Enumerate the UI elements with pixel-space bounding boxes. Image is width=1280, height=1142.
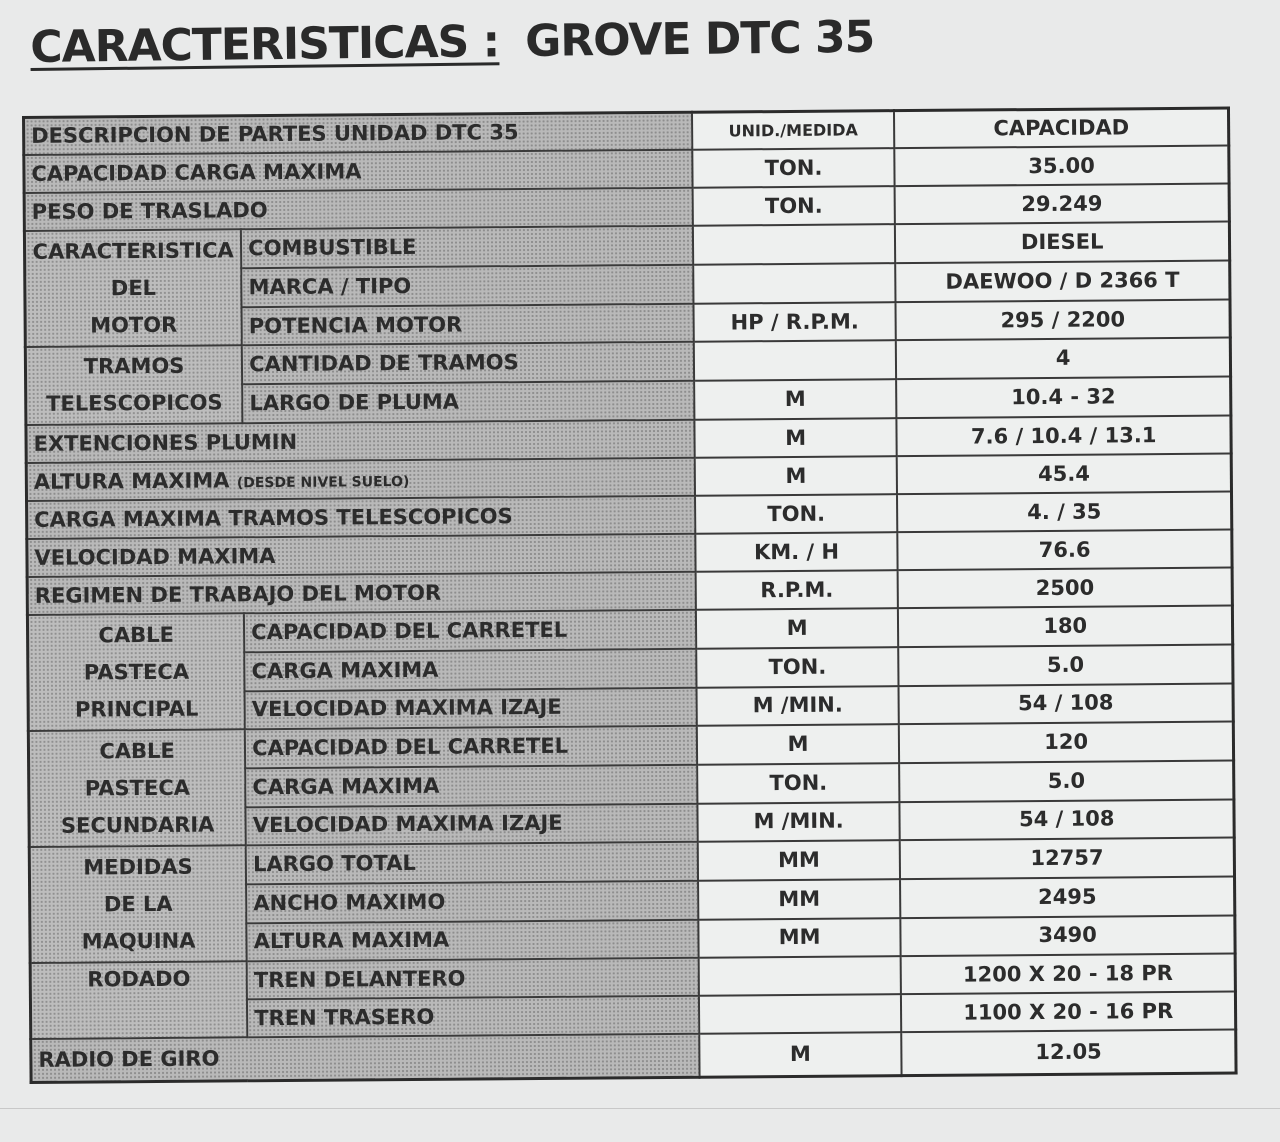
row-label: CANTIDAD DE TRAMOS [242, 342, 694, 385]
row-unit: TON. [692, 149, 895, 189]
row-unit: TON. [697, 763, 900, 803]
document-title [30, 12, 875, 73]
row-unit [698, 956, 901, 996]
row-unit: TON. [692, 187, 895, 227]
row-value: 2500 [898, 568, 1232, 609]
specifications-table [22, 107, 1238, 1084]
row-unit: R.P.M. [695, 570, 898, 610]
group-line: TELESCOPICOS [46, 390, 223, 417]
group-line: CARACTERISTICA [32, 238, 234, 264]
row-value: 7.6 / 10.4 / 13.1 [897, 416, 1231, 457]
row-value: 1200 X 20 - 18 PR [901, 954, 1235, 995]
row-unit [694, 341, 897, 382]
row-unit [699, 994, 902, 1034]
group-line: SECUNDARIA [60, 812, 215, 838]
group-line: PASTECA [83, 659, 190, 685]
row-label: EXTENCIONES PLUMIN [26, 420, 695, 463]
row-value: 120 [899, 722, 1233, 763]
row-unit: M [694, 380, 897, 421]
group-line: DE LA [103, 891, 173, 917]
row-label: POTENCIA MOTOR [242, 303, 694, 345]
row-value: 2495 [900, 876, 1234, 917]
row-unit [693, 225, 896, 265]
row-label: LARGO TOTAL [246, 842, 698, 884]
row-label-note: (DESDE NIVEL SUELO) [236, 473, 410, 492]
row-value: 4. / 35 [897, 492, 1231, 533]
row-label: TREN TRASERO [247, 996, 699, 1038]
row-unit: M [697, 724, 900, 764]
table-row [31, 1030, 1236, 1083]
row-unit: TON. [695, 494, 898, 534]
header-capacity: CAPACIDAD [894, 108, 1228, 149]
row-label: VELOCIDAD MAXIMA IZAJE [245, 687, 697, 729]
row-label: RADIO DE GIRO [31, 1034, 700, 1083]
row-unit: M /MIN. [696, 686, 899, 726]
row-value: 5.0 [899, 644, 1233, 685]
spec-sheet [22, 107, 1238, 1084]
row-value: 12757 [900, 838, 1234, 879]
group-label-motor [24, 230, 242, 348]
row-label: CARGA MAXIMA [244, 649, 696, 691]
group-line: MOTOR [90, 312, 178, 338]
row-unit: M [694, 419, 897, 459]
group-line: DEL [110, 275, 157, 301]
row-label: MARCA / TIPO [241, 265, 693, 307]
group-label-tramos [25, 346, 242, 426]
row-value: 76.6 [898, 530, 1232, 571]
row-label: CARGA MAXIMA TRAMOS TELESCOPICOS [27, 496, 696, 539]
row-label: VELOCIDAD MAXIMA [27, 534, 696, 577]
row-label-main: ALTURA MAXIMA [33, 468, 230, 494]
row-value: 54 / 108 [899, 683, 1233, 724]
group-line: CABLE [98, 622, 174, 648]
title-main: CARACTERISTICAS : [30, 16, 500, 73]
row-value: 54 / 108 [900, 799, 1234, 840]
row-label: CAPACIDAD DEL CARRETEL [245, 726, 697, 768]
row-value: 3490 [901, 915, 1235, 956]
row-label: COMBUSTIBLE [241, 226, 693, 268]
row-value: 295 / 2200 [896, 299, 1230, 340]
page-divider [0, 1108, 1280, 1109]
row-unit: KM. / H [695, 532, 898, 572]
row-value: 12.05 [902, 1030, 1237, 1076]
row-value: 4 [896, 338, 1230, 380]
row-value: DAEWOO / D 2366 T [896, 261, 1230, 302]
row-label: LARGO DE PLUMA [242, 381, 694, 424]
row-value: 29.249 [895, 184, 1229, 225]
row-label: CAPACIDAD DEL CARRETEL [244, 610, 696, 652]
row-unit: MM [698, 918, 901, 958]
group-label-rodado: RODADO [30, 962, 247, 1040]
group-label-principal [27, 614, 245, 732]
row-label: VELOCIDAD MAXIMA IZAJE [246, 803, 698, 845]
row-value: 10.4 - 32 [896, 377, 1230, 419]
group-label-medidas [29, 846, 247, 964]
row-unit: M [695, 457, 898, 497]
row-label: PESO DE TRASLADO [24, 188, 693, 231]
row-unit: HP / R.P.M. [693, 302, 896, 342]
row-unit [693, 263, 896, 303]
row-unit: MM [698, 840, 901, 880]
row-label: REGIMEN DE TRABAJO DEL MOTOR [27, 572, 696, 615]
row-value: 45.4 [897, 454, 1231, 495]
group-line: MEDIDAS [83, 854, 193, 880]
row-unit: M [696, 608, 899, 648]
row-label [26, 458, 695, 501]
row-value: 1100 X 20 - 16 PR [901, 992, 1235, 1033]
row-label: TREN DELANTERO [247, 958, 699, 1000]
row-label: ALTURA MAXIMA [247, 919, 699, 961]
row-unit: TON. [696, 647, 899, 687]
group-line: PASTECA [84, 775, 191, 801]
row-label: CAPACIDAD CARGA MAXIMA [24, 150, 693, 193]
row-label: CARGA MAXIMA [245, 765, 697, 807]
group-line: MAQUINA [81, 928, 196, 954]
header-unit: UNID./MEDIDA [692, 111, 895, 151]
row-unit: M [699, 1032, 902, 1077]
group-line: CABLE [99, 738, 175, 764]
title-model: GROVE DTC 35 [524, 11, 875, 67]
row-value: 35.00 [895, 146, 1229, 187]
row-value: 5.0 [899, 760, 1233, 801]
group-label-secundaria [28, 730, 246, 848]
row-value: 180 [898, 606, 1232, 647]
row-value: DIESEL [895, 222, 1229, 263]
group-line: TRAMOS [83, 354, 185, 379]
row-label: ANCHO MAXIMO [246, 881, 698, 923]
row-unit: M /MIN. [697, 802, 900, 842]
row-unit: MM [698, 879, 901, 919]
header-description: DESCRIPCION DE PARTES UNIDAD DTC 35 [24, 112, 693, 155]
group-line: PRINCIPAL [75, 696, 199, 722]
